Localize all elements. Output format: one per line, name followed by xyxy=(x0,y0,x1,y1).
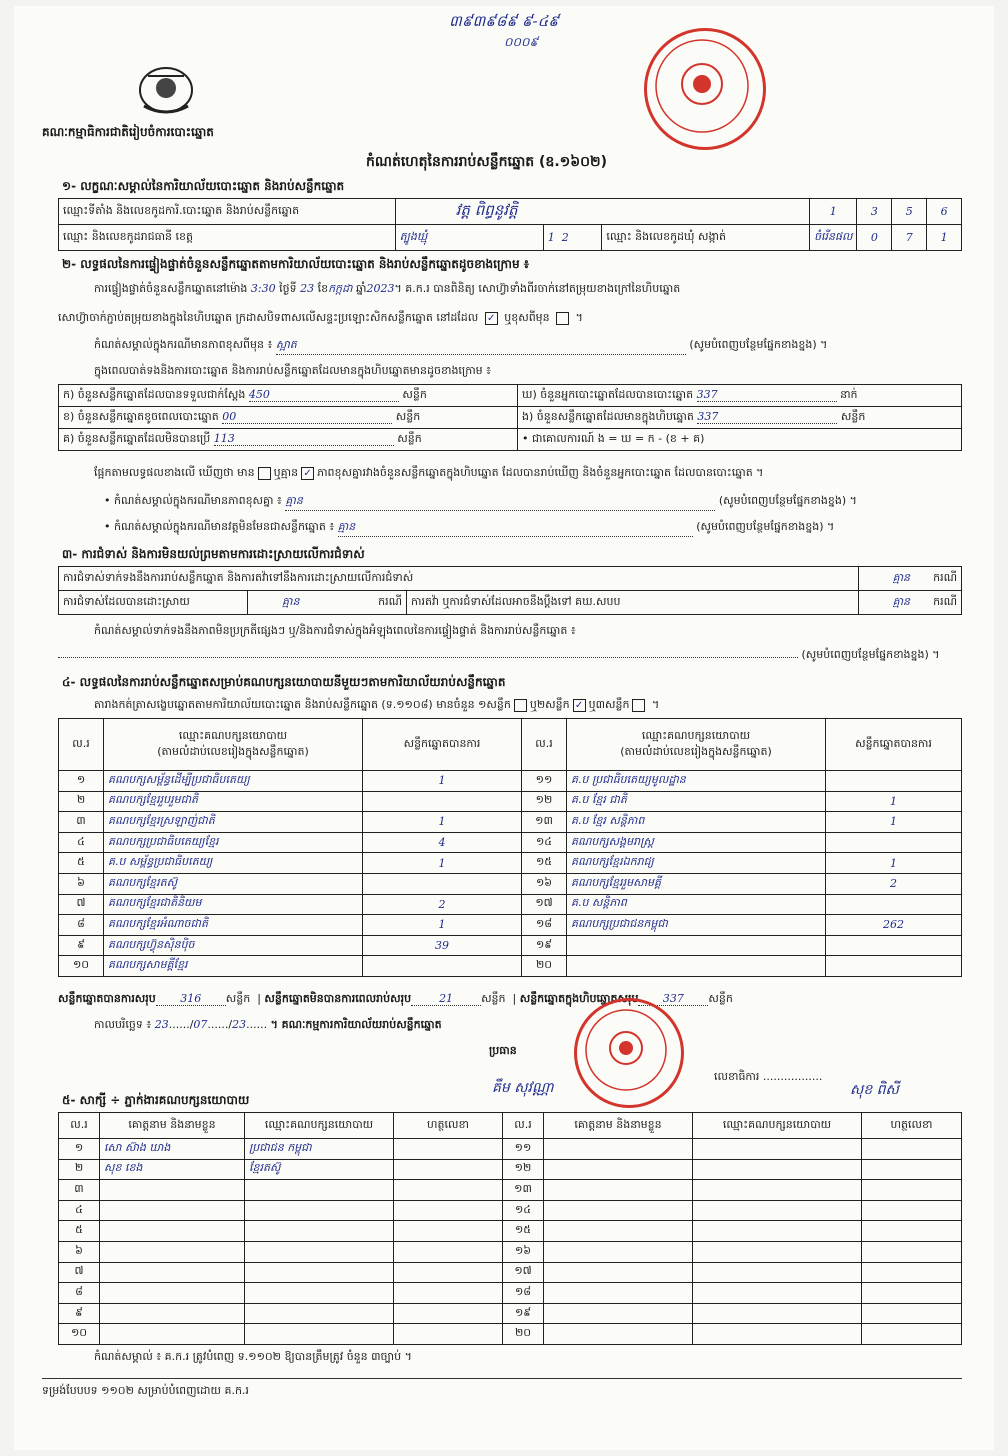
committee-seal xyxy=(574,998,684,1108)
vote-count xyxy=(826,894,962,915)
party-name: គ.ប ខ្មែរ​ ជាតិ xyxy=(567,791,826,812)
row-no: ១០ xyxy=(59,956,104,977)
code-digit: 6 xyxy=(927,199,962,225)
row-no: ១៥ xyxy=(503,1221,544,1242)
party-name: គណបក្សសម្ព័ន្ធដើម្បីប្រជាធិបតេយ្យ xyxy=(104,771,363,792)
table-row xyxy=(59,1262,962,1283)
witness-party: ខ្មែរតស៊ូ xyxy=(245,1159,394,1180)
vote-count: 1 xyxy=(826,791,962,812)
vote-count: 1 xyxy=(826,812,962,833)
table-row xyxy=(59,771,962,792)
witness-name xyxy=(100,1324,245,1345)
vote-count xyxy=(826,771,962,792)
row-no: ១៥ xyxy=(522,853,567,874)
row-no: ១០ xyxy=(59,1324,100,1345)
top-note: ៣៩៣៩៨៩ ៩-៤៩ xyxy=(449,12,559,30)
table-row xyxy=(59,935,962,956)
code-digit: 3 xyxy=(857,199,892,225)
witness-name xyxy=(100,1241,245,1262)
witness-name xyxy=(544,1159,693,1180)
table-row xyxy=(59,1139,962,1160)
row-no: ១៣ xyxy=(503,1180,544,1201)
row-no: ១៦ xyxy=(522,873,567,894)
witness-name xyxy=(100,1221,245,1242)
ballot-count-table xyxy=(58,384,962,451)
ballots-in-box: ង) ចំនួនសន្លឹកឆ្នោតដែលមានក្នុងហិបឆ្នោត 337 សន្លឹក xyxy=(518,407,962,429)
resolved-value: គ្មាន ករណី xyxy=(248,591,407,615)
vote-count xyxy=(826,956,962,977)
witness-name xyxy=(100,1200,245,1221)
party-results-table xyxy=(58,718,962,977)
verification-line-2: សោហ្វ៊ាចាក់ភ្ជាប់តម្រុយខាងក្នុងនៃហិបឆ្នោត ក្រដាសបិទពាសលើសន្ទះប្រឡោះសិកសន្លឹកឆ្នោត នៅដដែល ✓ ឬខុសពីមុន ។ xyxy=(58,311,583,324)
party-name: គណបក្សហ៊្វុនស៊ិនប៉ិច xyxy=(104,935,363,956)
row-no: ១៩ xyxy=(522,935,567,956)
row-no: ៨ xyxy=(59,915,104,936)
table-row xyxy=(59,1200,962,1221)
objection-value: គ្មាន ករណី xyxy=(858,567,961,591)
row-no: ៦ xyxy=(59,873,104,894)
party-name: គណបក្សខ្មែរជាតិនិយម xyxy=(104,894,363,915)
vote-count: 39 xyxy=(363,935,522,956)
table-row xyxy=(59,1324,962,1345)
row-no: ៨ xyxy=(59,1283,100,1304)
same-checkbox: ✓ xyxy=(485,312,498,325)
witness-signature xyxy=(862,1200,962,1221)
table-row xyxy=(59,873,962,894)
objection-label: ការជំទាស់ទាក់ទងនឹងការរាប់សន្លឹកឆ្នោត និងការតវ៉ាទៅនឹងការដោះស្រាយលើការជំទាស់ xyxy=(59,567,859,591)
witness-signature xyxy=(862,1180,962,1201)
table-row xyxy=(59,791,962,812)
party-name: គណបក្សខ្មែរឯករាជ្យ xyxy=(567,853,826,874)
witness-signature xyxy=(394,1303,503,1324)
commune-value: ចំរើនផល xyxy=(810,225,857,251)
row-no: ១៧ xyxy=(522,894,567,915)
totals-line: សន្លឹកឆ្នោតបានការសរុប 316 សន្លឹក | សន្លឹកឆ្នោតមិនបានការពេលរាប់សរុប 21 សន្លឹក | សន្លឹកឆ្នោតក្នុងហិបឆ្នោតសរុប 337 សន្លឹក xyxy=(58,992,733,1005)
table-row xyxy=(59,832,962,853)
has-diff-checkbox xyxy=(258,467,271,480)
party-name: គ.ប ប្រជាធិបតេយ្យមូលដ្ឋាន xyxy=(567,771,826,792)
section-3-title: ៣- ការជំទាស់ និងការមិនយល់ព្រមតាមការដោះស្រាយលើការជំទាស់ xyxy=(62,547,365,561)
table-row xyxy=(59,915,962,936)
col-no: ល.រ xyxy=(503,1113,544,1139)
party-name xyxy=(567,935,826,956)
col-no: ល.រ xyxy=(59,719,104,771)
witness-note: កំណត់សម្គាល់ ៖ គ.ក.រ ត្រូវបំពេញ ទ.១១០២ ឱ្យបានត្រឹមត្រូវ ចំនួន ៣ច្បាប់ ។ xyxy=(94,1350,412,1363)
witness-table xyxy=(58,1112,962,1345)
witness-signature xyxy=(862,1139,962,1160)
objection-table xyxy=(58,566,962,615)
witness-party xyxy=(245,1262,394,1283)
appeal-value: គ្មាន ករណី xyxy=(858,591,961,615)
row-no: ១២ xyxy=(503,1159,544,1180)
party-name: គណបក្សខ្មែរអំណាចជាតិ xyxy=(104,915,363,936)
witness-name xyxy=(544,1262,693,1283)
vote-count xyxy=(826,832,962,853)
witness-name xyxy=(544,1221,693,1242)
row-no: ២០ xyxy=(522,956,567,977)
witness-party xyxy=(693,1241,862,1262)
province-code: 1 2 xyxy=(543,225,602,251)
row-no: ១ xyxy=(59,1139,100,1160)
location-label: ឈ្មោះទីតាំង និងលេខកូដការិ.បោះឆ្នោត និងរាប់សន្លឹកឆ្នោត xyxy=(59,199,396,225)
table-row xyxy=(59,1283,962,1304)
table-row xyxy=(59,812,962,833)
table-row xyxy=(59,1180,962,1201)
witness-name xyxy=(544,1303,693,1324)
witness-name xyxy=(100,1262,245,1283)
witness-party xyxy=(693,1283,862,1304)
row-no: ១៩ xyxy=(503,1303,544,1324)
official-seal xyxy=(644,28,766,150)
party-name: គណបក្សខ្មែរស្រឡាញ់ជាតិ xyxy=(104,812,363,833)
section-2-title: ២- លទ្ធផលនៃការផ្ទៀងផ្ទាត់ចំនួនសន្លឹកឆ្នោតតាមការិយាល័យបោះឆ្នោត និងរាប់សន្លឹកឆ្នោតដូចខាងក្រោម ៖ xyxy=(62,257,530,271)
vote-count xyxy=(363,873,522,894)
witness-party xyxy=(245,1324,394,1345)
col-party: ឈ្មោះគណបក្សនយោបាយ (តាមលំដាប់លេខរៀងក្នុងសន្លឹកឆ្នោត) xyxy=(567,719,826,771)
party-name: គណបក្សប្រជាធិបតេយ្យខ្មែរ xyxy=(104,832,363,853)
diff-note: • កំណត់សម្គាល់ក្នុងករណីមានភាពខុសគ្នា ៖ គ្មាន (សូមបំពេញបន្ថែមផ្នែកខាងខ្នង) ។ xyxy=(104,494,857,511)
irregularity-note-line: (សូមបំពេញបន្ថែមផ្នែកខាងខ្នង) ។ xyxy=(58,648,962,664)
no-diff-checkbox: ✓ xyxy=(301,467,314,480)
witness-signature xyxy=(394,1283,503,1304)
row-no: ៧ xyxy=(59,1262,100,1283)
top-note-sub: ០០០៩ xyxy=(504,35,538,49)
witness-party xyxy=(245,1180,394,1201)
witness-signature xyxy=(394,1139,503,1160)
witness-signature xyxy=(394,1221,503,1242)
witness-signature xyxy=(394,1262,503,1283)
footer-text: ទម្រង់បែបបទ ១១០២ សម្រាប់បំពេញដោយ គ.ក.រ xyxy=(42,1384,249,1397)
secretary-name: សុខ ពិសី xyxy=(850,1082,899,1098)
col-sign: ហត្ថលេខា xyxy=(862,1113,962,1139)
row-no: ៩ xyxy=(59,1303,100,1324)
witness-party xyxy=(693,1221,862,1242)
section-1-title: ១- លក្ខណៈសម្គាល់នៃការិយាល័យបោះឆ្នោត និងរាប់សន្លឹកឆ្នោត xyxy=(62,179,345,193)
witness-party xyxy=(693,1180,862,1201)
witness-party xyxy=(245,1221,394,1242)
row-no: ២ xyxy=(59,1159,100,1180)
col-name: គោត្តនាម និងនាមខ្លួន xyxy=(100,1113,245,1139)
unused-ballots: គ) ចំនួនសន្លឹកឆ្នោតដែលមិនបានប្រើ 113 សន្លឹក xyxy=(59,429,518,451)
row-no: ៩ xyxy=(59,935,104,956)
witness-name xyxy=(544,1324,693,1345)
form-title: កំណត់ហេតុនៃការរាប់សន្លឹកឆ្នោត (ឧ.១៦០២) xyxy=(366,154,608,170)
province-label: ឈ្មោះ និងលេខកូដរាជធានី ខេត្ត xyxy=(59,225,396,251)
witness-name xyxy=(100,1180,245,1201)
witness-signature xyxy=(394,1200,503,1221)
row-no: ១៤ xyxy=(522,832,567,853)
party-name xyxy=(567,956,826,977)
witness-signature xyxy=(862,1221,962,1242)
party-name: គណបក្សប្រជាជនកម្ពុជា xyxy=(567,915,826,936)
row-no: ១៨ xyxy=(522,915,567,936)
col-party: ឈ្មោះគណបក្សនយោបាយ (តាមលំដាប់លេខរៀងក្នុងសន្លឹកឆ្នោត) xyxy=(104,719,363,771)
row-no: ៧ xyxy=(59,894,104,915)
col-no: ល.រ xyxy=(59,1113,100,1139)
witness-signature xyxy=(862,1283,962,1304)
vote-count xyxy=(363,956,522,977)
witness-party xyxy=(245,1241,394,1262)
party-name: គ.ប ខ្មែរ​ សន្តិភាព xyxy=(567,812,826,833)
section-5-title: ៥- សាក្សី ÷ ភ្នាក់ងារគណបក្សនយោបាយ xyxy=(62,1093,250,1107)
table-row xyxy=(59,1241,962,1262)
count-intro: ក្នុងពេលបាត់ទងនិងការបោះឆ្នោត និងការរាប់សន្លឹកឆ្នោតដែលមានក្នុងហិបឆ្នោតមានដូចខាងក្រោម ៖ xyxy=(94,364,491,377)
col-votes: សន្លឹកឆ្នោតបានការ xyxy=(826,719,962,771)
party-name: គណបក្សខ្មែរតស៊ូ xyxy=(104,873,363,894)
witness-name xyxy=(544,1180,693,1201)
location-value: វត្ត ពិព្ធនូវត្តិ xyxy=(395,199,809,225)
witness-name xyxy=(544,1283,693,1304)
change-note-line: កំណត់សម្គាល់ក្នុងករណីមានភាពខុសពីមុន ៖ ស្អាត (សូមបំពេញបន្ថែមផ្នែកខាងខ្នង) ។ xyxy=(94,338,827,355)
witness-name xyxy=(544,1139,693,1160)
discrepancy-line: ផ្អែកតាមលទ្ធផលខាងលើ ឃើញថា មាន ឬគ្មាន ✓ ភាពខុសគ្នារវាងចំនួនសន្លឹកឆ្នោតក្នុងហិបឆ្នោត ដែលបានរាប់ឃើញ និងចំនួនអ្នកបោះឆ្នោត ដែលបានបោះឆ្នោត ។ xyxy=(94,466,764,479)
footer-divider xyxy=(42,1378,962,1379)
witness-signature xyxy=(394,1241,503,1262)
witness-party xyxy=(693,1303,862,1324)
voters-count: ឃ) ចំនួនអ្នកបោះឆ្នោតដែលបានបោះឆ្នោត 337 នាក់ xyxy=(518,385,962,407)
table-row xyxy=(59,1159,962,1180)
row-no: ១ xyxy=(59,771,104,792)
witness-party xyxy=(245,1303,394,1324)
two-sheet-checkbox: ✓ xyxy=(573,699,586,712)
col-party: ឈ្មោះគណបក្សនយោបាយ xyxy=(693,1113,862,1139)
witness-party xyxy=(693,1159,862,1180)
col-sign: ហត្ថលេខា xyxy=(394,1113,503,1139)
commune-code-digit: 7 xyxy=(892,225,927,251)
secretary-label: លេខាធិការ ................. xyxy=(714,1070,823,1083)
commune-code-digit: 0 xyxy=(857,225,892,251)
verification-line-1: ការផ្ទៀងផ្ទាត់ចំនួនសន្លឹកឆ្នោតនៅម៉ោង 3:30 ថ្ងៃទី 23 ខែកក្កដា ឆ្នាំ2023។ គ.ក.រ បានពិនិត្យ សោហ្វ៊ាទាំងពីរចាក់នៅតម្រុយខាងក្រៅនៃហិបឆ្នោត xyxy=(94,282,681,295)
row-no: ១៦ xyxy=(503,1241,544,1262)
row-no: ១៨ xyxy=(503,1283,544,1304)
row-no: ៣ xyxy=(59,1180,100,1201)
witness-name xyxy=(544,1241,693,1262)
received-ballots: ក) ចំនួនសន្លឹកឆ្នោតដែលបានទទួលជាក់ស្តែង 450 សន្លឹក xyxy=(59,385,518,407)
party-name: គណបក្សខ្មែររួមសាមគ្គី xyxy=(567,873,826,894)
witness-signature xyxy=(862,1303,962,1324)
party-name: គ.ប សម្ព័ន្ធប្រជាធិបតេយ្យ xyxy=(104,853,363,874)
chair-name: គឹម សុវណ្ណា xyxy=(492,1080,554,1096)
committee-name: គណៈកម្មាធិការជាតិរៀបចំការបោះឆ្នោត xyxy=(42,125,214,139)
witness-party xyxy=(693,1324,862,1345)
witness-party: ប្រជាជន កម្ពុជា xyxy=(245,1139,394,1160)
row-no: ៤ xyxy=(59,1200,100,1221)
witness-party xyxy=(693,1200,862,1221)
row-no: ១៣ xyxy=(522,812,567,833)
vote-count: 2 xyxy=(363,894,522,915)
commune-code-digit: 1 xyxy=(927,225,962,251)
nec-logo xyxy=(134,58,198,118)
witness-name xyxy=(100,1283,245,1304)
summary-sheet-line: តារាងកត់ត្រាសង្ខេបឆ្នោតតាមការិយាល័យបោះឆ្នោត និងរាប់សន្លឹកឆ្នោត (ទ.១១០៨) មានចំនួន ១សន្លឹក ឬ២សន្លឹក ✓ ឬ៣សន្លឹក ។ xyxy=(94,698,660,711)
one-sheet-checkbox xyxy=(514,699,527,712)
row-no: ១៧ xyxy=(503,1262,544,1283)
col-party: ឈ្មោះគណបក្សនយោបាយ xyxy=(245,1113,394,1139)
witness-name xyxy=(100,1303,245,1324)
col-no: ល.រ xyxy=(522,719,567,771)
vote-count: 1 xyxy=(363,812,522,833)
vote-count xyxy=(363,791,522,812)
vote-count: 2 xyxy=(826,873,962,894)
witness-signature xyxy=(394,1159,503,1180)
witness-name: សុខ ខេង xyxy=(100,1159,245,1180)
changed-checkbox xyxy=(556,312,569,325)
witness-signature xyxy=(862,1159,962,1180)
vote-count: 1 xyxy=(363,915,522,936)
party-name: គ.ប សន្តិភាព xyxy=(567,894,826,915)
table-row xyxy=(59,956,962,977)
row-no: ២០ xyxy=(503,1324,544,1345)
table-row xyxy=(59,1303,962,1324)
row-no: ៦ xyxy=(59,1241,100,1262)
code-digit: 5 xyxy=(892,199,927,225)
section-4-title: ៤- លទ្ធផលនៃការរាប់សន្លឹកឆ្នោតសម្រាប់គណបក្សនយោបាយនីមួយៗតាមការិយាល័យរាប់សន្លឹកឆ្នោត xyxy=(62,675,506,689)
appeal-label: ការតវ៉ា ឬការជំទាស់ដែលអាចនឹងប្តឹងទៅ គឃ.សបប xyxy=(407,591,859,615)
row-no: ៥ xyxy=(59,853,104,874)
row-no: ១១ xyxy=(503,1139,544,1160)
party-name: គណបក្សសាមគ្គីខ្មែរ xyxy=(104,956,363,977)
table-row xyxy=(59,894,962,915)
party-name: គណបក្សខ្មែររួបរួមជាតិ xyxy=(104,791,363,812)
row-no: ១៤ xyxy=(503,1200,544,1221)
party-name: គណបក្សសង្គមរាស្ត្រ xyxy=(567,832,826,853)
witness-name xyxy=(544,1200,693,1221)
chair-label: ប្រធាន xyxy=(489,1044,517,1057)
table-row xyxy=(59,1221,962,1242)
witness-signature xyxy=(862,1324,962,1345)
document-page xyxy=(14,6,994,1450)
row-no: ២ xyxy=(59,791,104,812)
province-value: ត្បូងឃ្មុំ xyxy=(395,225,543,251)
irregularity-note: កំណត់សម្គាល់ទាក់ទងនឹងភាពមិនប្រក្រតីផ្សេងៗ ឬ/និងការជំទាស់ក្នុងអំឡុងពេលនៃការផ្ទៀងផ្ទាត់ និងការរាប់សន្លឹកឆ្នោត ៖ xyxy=(94,624,576,637)
col-name: គោត្តនាម និងនាមខ្លួន xyxy=(544,1113,693,1139)
date-line: កាលបរិច្ឆេទ ៖ 23....../07....../23...... ។ គណៈកម្មការការិយាល័យរាប់សន្លឹកឆ្នោត xyxy=(94,1018,442,1031)
section-1-table xyxy=(58,198,962,251)
witness-party xyxy=(245,1283,394,1304)
vote-count xyxy=(826,935,962,956)
vote-count: 1 xyxy=(363,771,522,792)
foreign-object-note: • កំណត់សម្គាល់ក្នុងករណីមានវត្តមិនមែនជាសន្លឹកឆ្នោត ៖ គ្មាន (សូមបំពេញបន្ថែមផ្នែកខាងខ្នង) ។ xyxy=(104,520,834,537)
witness-signature xyxy=(862,1241,962,1262)
commune-label: ឈ្មោះ និងលេខកូដឃុំ សង្កាត់ xyxy=(602,225,810,251)
spoiled-ballots: ខ) ចំនួនសន្លឹកឆ្នោតខូចពេលបោះឆ្នោត 00 សន្លឹក xyxy=(59,407,518,429)
witness-party xyxy=(245,1200,394,1221)
vote-count: 4 xyxy=(363,832,522,853)
witness-signature xyxy=(862,1262,962,1283)
vote-count: 1 xyxy=(826,853,962,874)
witness-party xyxy=(693,1262,862,1283)
row-no: ៥ xyxy=(59,1221,100,1242)
row-no: ១១ xyxy=(522,771,567,792)
three-sheet-checkbox xyxy=(632,699,645,712)
witness-signature xyxy=(394,1180,503,1201)
witness-party xyxy=(693,1139,862,1160)
resolved-label: ការជំទាស់ដែលបានដោះស្រាយ xyxy=(59,591,248,615)
code-digit: 1 xyxy=(810,199,857,225)
vote-count: 1 xyxy=(363,853,522,874)
row-no: ៣ xyxy=(59,812,104,833)
row-no: ១២ xyxy=(522,791,567,812)
vote-count: 262 xyxy=(826,915,962,936)
col-votes: សន្លឹកឆ្នោតបានការ xyxy=(363,719,522,771)
formula: • ជាគោលការណ៍ ង = ឃ = ក - (ខ + គ) xyxy=(518,429,962,451)
row-no: ៤ xyxy=(59,832,104,853)
witness-name: សោ ស៊ាង ឃាង xyxy=(100,1139,245,1160)
witness-signature xyxy=(394,1324,503,1345)
table-row xyxy=(59,853,962,874)
